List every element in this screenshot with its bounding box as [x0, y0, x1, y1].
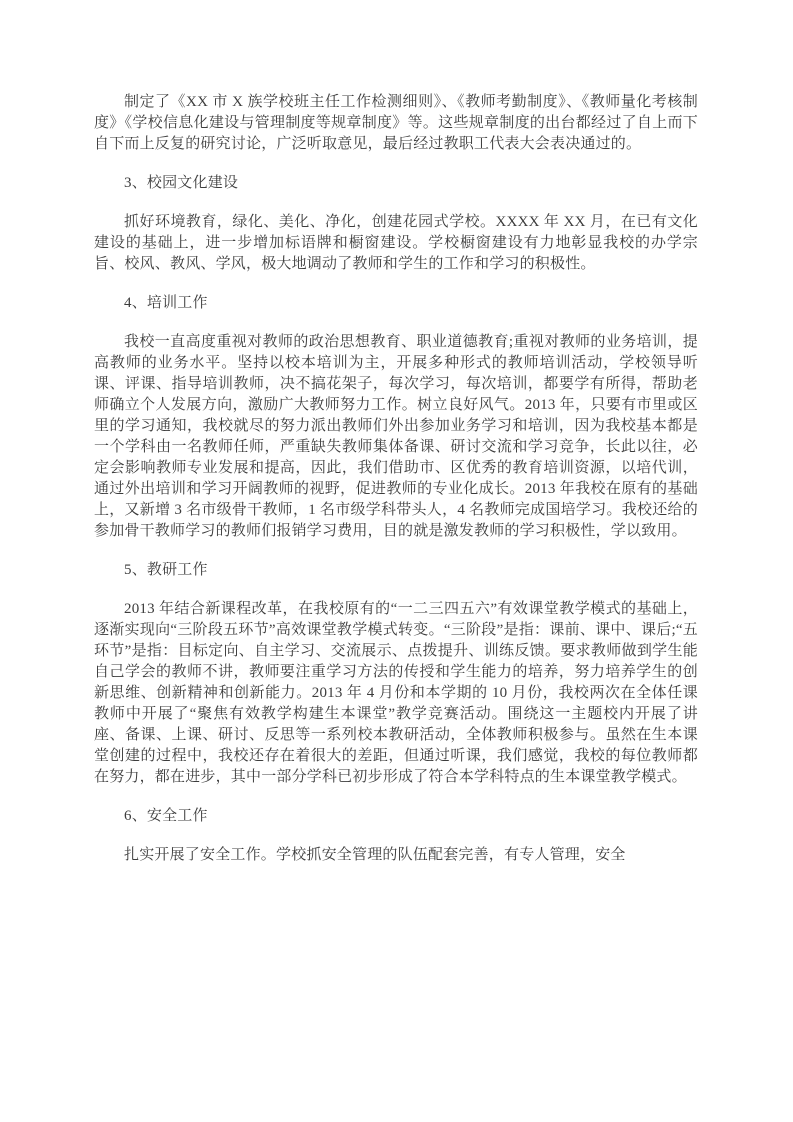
paragraph-rules-and-regulations: 制定了《XX 市 X 族学校班主任工作检测细则》、《教师考勤制度》、《教师量化考核制度》《学校信息化建设与管理制度等规章制度》等。这些规章制度的出台都经过了自上而下自下而上反复的研究讨论，广泛听取意见，最后经过教职工代表大会表决通过的。 — [94, 94, 698, 152]
paragraph-training-work: 我校一直高度重视对教师的政治思想教育、职业道德教育;重视对教师的业务培训，提高教师的业务水平。坚持以校本培训为主，开展多种形式的教师培训活动，学校领导听课、评课、指导培训教师，决不搞花架子，每次学习，每次培训，都要学有所得，帮助老师确立个人发展方向，激励广大教师努力工作。树立良好风气。2013 年，只要有市里或区里的学习通知，我校就尽的努力派出教师们外出参加业务学习和培训，因为我校基本都是一个学科由一名教师任师，严重缺失教师集体备课、研讨交流和学习竞争，长此以往，必定会影响教师专业发展和提高，因此，我们借助市、区优秀的教育培训资源，以培代训，通过外出培训和学习开阔教师的视野，促进教师的专业化成长。2013 年我校在原有的基础上，又新增 3 名市级骨干教师，1 名市级学科带头人，4 名教师完成国培学习。我校还给的参加骨干教师学习的教师们报销学习费用，目的就是激发教师的学习积极性，学以致用。 — [94, 334, 698, 539]
heading-teaching-research: 5、教研工作 — [124, 562, 208, 578]
paragraph-teaching-research: 2013 年结合新课程改革，在我校原有的“一二三四五六”有效课堂教学模式的基础上，逐渐实现向“三阶段五环节”高效课堂教学模式转变。“三阶段”是指：课前、课中、课后;“五环节”是指：目标定向、自主学习、交流展示、点拨提升、训练反馈。要求教师做到学生能自己学会的教师不讲，教师要注重学习方法的传授和学生能力的培养，努力培养学生的创新思维、创新精神和创新能力。2013 年 4 月份和本学期的 10 月份，我校两次在全体任课教师中开展了“聚焦有效教学构建生本课堂”教学竞赛活动。围绕这一主题校内开展了讲座、备课、上课、研讨、反思等一系列校本教研活动，全体教师积极参与。虽然在生本课堂创建的过程中，我校还存在着很大的差距，但通过听课，我们感觉，我校的每位教师都在努力，都在进步，其中一部分学科已初步形成了符合本学科特点的生本课堂教学模式。 — [94, 601, 698, 785]
paragraph-safety-work: 扎实开展了安全工作。学校抓安全管理的队伍配套完善，有专人管理，安全 — [124, 847, 626, 863]
document-body — [94, 92, 698, 866]
heading-campus-culture: 3、校园文化建设 — [124, 175, 239, 191]
heading-training-work: 4、培训工作 — [124, 295, 208, 311]
heading-safety-work: 6、安全工作 — [124, 808, 208, 824]
paragraph-campus-culture: 抓好环境教育，绿化、美化、净化，创建花园式学校。XXXX 年 XX 月，在已有文化建设的基础上，进一步增加标语牌和橱窗建设。学校橱窗建设有力地彰显我校的办学宗旨、校风、教风、学风，极大地调动了教师和学生的工作和学习的积极性。 — [94, 214, 698, 272]
